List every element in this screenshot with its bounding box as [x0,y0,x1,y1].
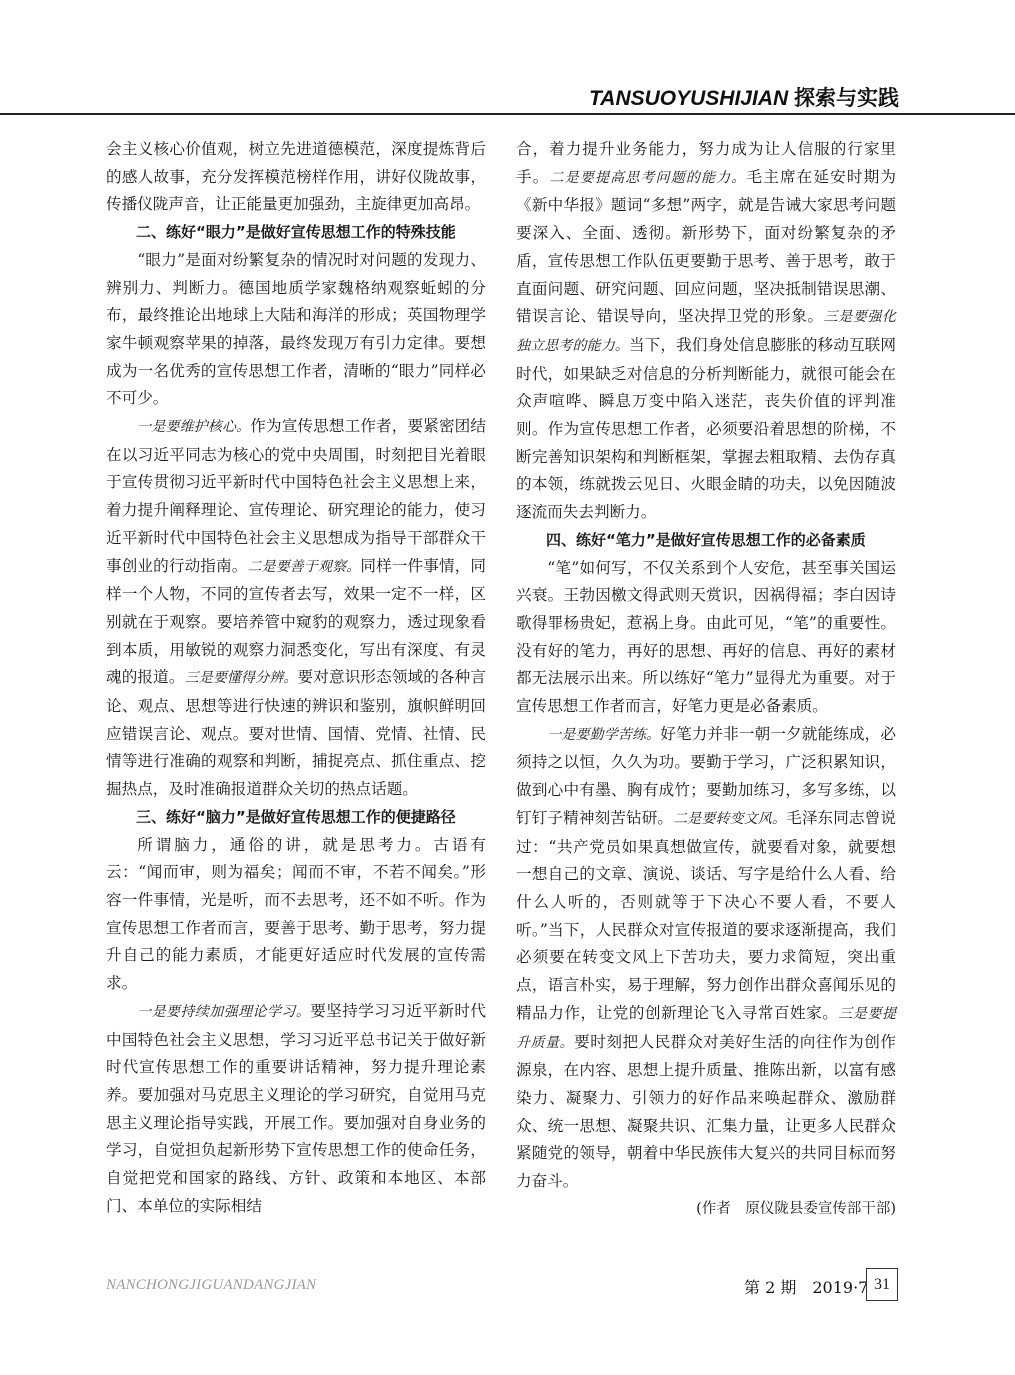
section-heading-4: 四、练好“笔力”是做好宣传思想工作的必备素质 [546,530,866,549]
page-number: 31 [866,1268,898,1301]
emphasis-point: 三是要懂得分辨。 [184,670,298,687]
paragraph-text: 当下，我们身处信息膨胀的移动互联网时代，如果缺乏对信息的分析判断能力，就很可能会在众声喧哗、瞬息万变中陷入迷茫，丧失价值的评判准则。作为宣传思想工作者，必须要沿着思想的阶梯，不断完善知识架构和判断框架，掌握去粗取精、去伪存真的本领，练就拨云见日、火眼金睛的功夫，以免因随波逐流而失去判断力。 [516,335,896,522]
emphasis-point: 二是要善于观察。 [247,558,361,575]
section-heading-3: 三、练好“脑力”是做好宣传思想工作的便捷路径 [136,807,456,826]
paragraph: “眼力”是面对纷繁复杂的情况时对问题的发现力、辨别力、判断力。德国地质学家魏格纳观察蚯蚓的分布，最终推论出地球上大陆和海洋的形成；英国物理学家牛顿观察苹果的掉落，最终发现万有引力定律。要想成为一名优秀的宣传思想工作者，清晰的“眼力”同样必不可少。 [106,250,486,408]
paragraph-text: 毛主席在延安时期为《新中华报》题词“多想”两字，就是告诫大家思考问题要深入、全面、透彻。新形势下，面对纷繁复杂的矛盾，宣传思想工作队伍更要勤于思考、善于思考，敢于直面问题、研究问题、回应问题，坚决抵制错误思潮、错误言论、错误导向，坚决捍卫党的形象。 [516,167,896,326]
paragraph-text: 作为宣传思想工作者，要紧密团结在以习近平同志为核心的党中央周围，时刻把目光着眼于宣传贯彻习近平新时代中国特色社会主义思想上来，着力提升阐释理论、宣传理论、研究理论的能力，使习近平新时代中国特色社会主义思想成为指导干部群众干事创业的行动指南。 [106,417,486,575]
issue-info: 第 2 期 2019·7 [744,1278,869,1297]
paragraph-text: 要时刻把人民群众对美好生活的向往作为创作源泉，在内容、思想上提升质量、推陈出新，以富有感染力、凝聚力、引领力的好作品来唤起群众、激励群众、统一思想、凝聚共识、汇集力量，让更多人民群众紧随党的领导，朝着中华民族伟大复兴的共同目标而努力奋斗。 [516,1032,896,1191]
paragraph-text: 要坚持学习习近平新时代中国特色社会主义思想，学习习近平总书记关于做好新时代宣传思想工作的重要讲话精神，努力提升理论素养。要加强对马克思主义理论的学习研究，自觉用马克思主义理论指导实践，开展工作。要加强对自身业务的学习，自觉担负起新形势下宣传思想工作的使命任务，自觉把党和国家的路线、方针、政策和本地区、本部门、本单位的实际相结 [106,1001,486,1215]
paragraph-text: 要对意识形态领域的各种言论、观点、思想等进行快速的辨识和鉴别，旗帜鲜明回应错误言论、观点。要对世情、国情、党情、社情、民情等进行准确的观察和判断，捕捉亮点、抓住重点、挖掘热点，及时准确报道群众关切的热点话题。 [106,668,486,799]
paragraph-text: 同样一件事情，同样一个人物，不同的宣传者去写，效果一定不一样，区别就在于观察。要培养管中窥豹的观察力，透过现象看到本质，用敏锐的观察力洞悉变化，写出有深度、有灵魂的报道。 [106,556,486,687]
emphasis-point: 一是要维护核心。 [137,419,251,436]
paragraph [106,998,486,1221]
paragraph: 会主义核心价值观，树立先进道德模范，深度提炼背后的感人故事，充分发挥模范榜样作用，讲好仪陇故事，传播仪陇声音，让正能量更加强劲，主旋律更加高昂。 [106,140,486,214]
header-rule [0,113,1015,115]
emphasis-point: 一是要持续加强理论学习。 [137,1003,311,1020]
emphasis-point: 二是要转变文风。 [673,810,787,827]
paragraph [516,721,896,1196]
emphasis-point: 二是要提高思考问题的能力。 [549,169,747,186]
paragraph [516,136,896,527]
paragraph-text: 合，着力提升业务能力，努力成为让人信服的行家里手。 [516,140,896,186]
journal-header [589,82,899,112]
paragraph-text: 好笔力并非一朝一夕就能练成，必须持之以恒，久久为功。要勤于学习，广泛积累知识，做到心中有墨、胸有成竹；要勤加练习，多写多练，以钉钉子精神刻苦钻研。 [516,724,896,827]
emphasis-point: 三是要强化独立思考的能力。 [516,309,896,354]
emphasis-point: 三是要提升质量。 [516,1005,896,1051]
emphasis-point: 一是要勤学苦练。 [547,726,661,743]
left-column [106,136,486,1220]
paragraph: 所谓脑力，通俗的讲，就是思考力。古语有云：“闻而审，则为福矣；闻而不审，不若不闻矣。”形容一件事情，光是听，而不去思考，还不如不听。作为宣传思想工作者而言，要善于思考、勤于思考，努力提升自己的能力素质，才能更好适应时代发展的宣传需求。 [106,835,486,993]
publication-name-footer: NANCHONGJIGUANDANGJIAN [106,1277,317,1293]
journal-name-cn: 探索与实践 [794,87,899,110]
journal-name-latin: TANSUOYUSHIJIAN [589,87,789,110]
section-heading-2: 二、练好“眼力”是做好宣传思想工作的特殊技能 [136,223,456,242]
right-column [516,136,896,1223]
paragraph [106,413,486,804]
author-byline: (作者 原仪陇县委宣传部干部) [696,1200,896,1217]
paragraph-text: 毛泽东同志曾说过：“共产党员如果真想做宣传，就要看对象，就要想一想自己的文章、演说、谈话、写字是给什么人看、给什么人听的，否则就等于下决心不要人看，不要人听。”当下，人民群众对宣传报道的要求逐渐提高，我们必须要在转变文风上下苦功夫，要力求简短，突出重点，语言朴实，易于理解，努力创作出群众喜闻乐见的精品力作，让党的创新理论飞入寻常百姓家。 [516,808,896,1022]
paragraph: “笔”如何写，不仅关系到个人安危，甚至事关国运兴衰。王勃因檄文得武则天赏识，因祸得福；李白因诗歌得罪杨贵妃，惹祸上身。由此可见，“笔”的重要性。没有好的笔力，再好的思想、再好的信息、再好的素材都无法展示出来。所以练好“笔力”显得尤为重要。对于宣传思想工作者而言，好笔力更是必备素质。 [516,558,896,716]
